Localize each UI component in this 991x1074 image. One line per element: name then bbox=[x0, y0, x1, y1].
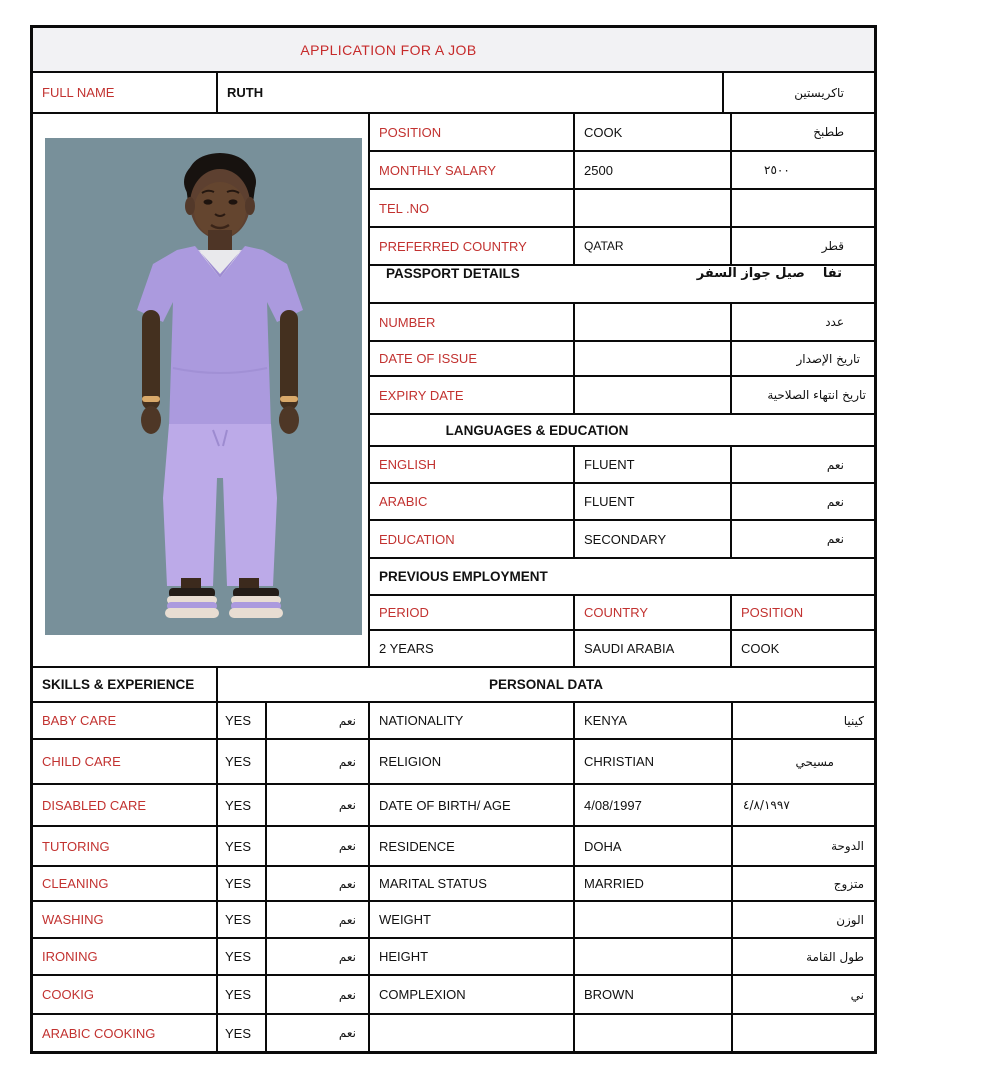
photo-cell bbox=[33, 114, 368, 666]
baby-care-row bbox=[33, 701, 874, 738]
marital-status-arabic: متزوج bbox=[731, 867, 874, 900]
issue-date-label: DATE OF ISSUE bbox=[379, 351, 477, 366]
empty-field bbox=[368, 1015, 573, 1051]
religion-arabic: مسيحي bbox=[731, 740, 874, 783]
height-label: HEIGHT bbox=[368, 939, 573, 974]
country-value: QATAR bbox=[573, 228, 730, 264]
complexion-value: BROWN bbox=[573, 976, 731, 1013]
personal-data-header: PERSONAL DATA bbox=[216, 668, 874, 701]
languages-header-row bbox=[370, 413, 874, 445]
education-value: SECONDARY bbox=[573, 521, 730, 557]
issue-date-value bbox=[573, 342, 730, 375]
full-name-value: RUTH bbox=[216, 73, 722, 112]
disabled-care-label: DISABLED CARE bbox=[42, 797, 147, 813]
issue-date-row bbox=[370, 340, 874, 375]
child-care-yes: YES bbox=[216, 740, 265, 783]
ironing-yes-arabic: نعم bbox=[265, 939, 368, 974]
cooking-yes-arabic: نعم bbox=[265, 976, 368, 1013]
child-care-yes-arabic: نعم bbox=[265, 740, 368, 783]
period-column-label: PERIOD bbox=[379, 605, 429, 620]
expiry-date-value bbox=[573, 377, 730, 413]
nationality-label: NATIONALITY bbox=[368, 703, 573, 738]
washing-row bbox=[33, 900, 874, 937]
ironing-row bbox=[33, 937, 874, 974]
passport-number-value bbox=[573, 304, 730, 340]
baby-care-yes: YES bbox=[216, 703, 265, 738]
education-row bbox=[370, 519, 874, 557]
country-column-label: COUNTRY bbox=[573, 596, 730, 629]
cleaning-label: CLEANING bbox=[42, 876, 109, 891]
religion-value: CHRISTIAN bbox=[573, 740, 731, 783]
position-arabic: ططبخ bbox=[730, 114, 874, 150]
country-label: PREFERRED COUNTRY bbox=[379, 238, 527, 254]
tutoring-yes-arabic: نعم bbox=[265, 827, 368, 865]
form-title-band bbox=[33, 28, 874, 71]
height-arabic: طول القامة bbox=[731, 939, 874, 974]
employment-period-value: 2 YEARS bbox=[379, 641, 434, 656]
passport-header: PASSPORT DETAILS bbox=[386, 266, 520, 281]
empty-arabic bbox=[731, 1015, 874, 1051]
marital-status-label: MARITAL STATUS bbox=[368, 867, 573, 900]
languages-header: LANGUAGES & EDUCATION bbox=[445, 422, 629, 438]
passport-number-label: NUMBER bbox=[379, 314, 436, 330]
salary-row bbox=[370, 150, 874, 188]
english-value: FLUENT bbox=[573, 447, 730, 482]
weight-arabic: الوزن bbox=[731, 902, 874, 937]
employment-header-row bbox=[370, 557, 874, 594]
weight-value bbox=[573, 902, 731, 937]
complexion-label: COMPLEXION bbox=[368, 976, 573, 1013]
tel-arabic bbox=[730, 190, 874, 226]
tel-row bbox=[370, 188, 874, 226]
details-panel bbox=[368, 114, 874, 666]
cooking-yes: YES bbox=[216, 976, 265, 1013]
washing-yes-arabic: نعم bbox=[265, 902, 368, 937]
cleaning-yes: YES bbox=[216, 867, 265, 900]
residence-label: RESIDENCE bbox=[368, 827, 573, 865]
employment-position-value: COOK bbox=[730, 631, 874, 666]
country-row bbox=[370, 226, 874, 264]
tutoring-row bbox=[33, 825, 874, 865]
residence-arabic: الدوحة bbox=[731, 827, 874, 865]
dob-value: 4/08/1997 bbox=[573, 785, 731, 825]
religion-label: RELIGION bbox=[368, 740, 573, 783]
tel-label: TEL .NO bbox=[379, 200, 430, 216]
arabic-cooking-yes-arabic: نعم bbox=[265, 1015, 368, 1051]
arabic-label: ARABIC bbox=[379, 494, 428, 509]
disabled-care-yes-arabic: نعم bbox=[265, 785, 368, 825]
skills-personal-section bbox=[33, 666, 874, 1051]
education-arabic: نعم bbox=[730, 521, 874, 557]
cooking-row bbox=[33, 974, 874, 1013]
employment-header: PREVIOUS EMPLOYMENT bbox=[379, 569, 548, 584]
english-arabic: نعم bbox=[730, 447, 874, 482]
applicant-photo bbox=[45, 138, 362, 635]
baby-care-label: BABY CARE bbox=[42, 713, 117, 728]
residence-value: DOHA bbox=[573, 827, 731, 865]
nationality-value: KENYA bbox=[573, 703, 731, 738]
tutoring-yes: YES bbox=[216, 827, 265, 865]
passport-number-arabic: عدد bbox=[730, 304, 874, 340]
marital-status-value: MARRIED bbox=[573, 867, 731, 900]
dob-arabic: ٤/٨/١٩٩٧ bbox=[731, 785, 874, 825]
position-value: COOK bbox=[573, 114, 730, 150]
salary-label: MONTHLY SALARY bbox=[379, 162, 497, 178]
skills-header-row bbox=[33, 668, 874, 701]
expiry-date-arabic: تاريخ انتهاء الصلاحية bbox=[730, 377, 874, 413]
middle-section bbox=[33, 112, 874, 666]
expiry-date-row bbox=[370, 375, 874, 413]
english-label: ENGLISH bbox=[379, 457, 437, 472]
height-value bbox=[573, 939, 731, 974]
expiry-date-label: EXPIRY DATE bbox=[379, 387, 464, 403]
cooking-label: COOKIG bbox=[42, 987, 95, 1002]
empty-value bbox=[573, 1015, 731, 1051]
washing-yes: YES bbox=[216, 902, 265, 937]
issue-date-arabic: تاريخ الإصدار bbox=[730, 342, 874, 375]
english-row bbox=[370, 445, 874, 482]
full-name-label: FULL NAME bbox=[42, 85, 115, 100]
arabic-row bbox=[370, 482, 874, 519]
salary-arabic: ٢٥٠٠ bbox=[730, 152, 874, 188]
arabic-cooking-yes: YES bbox=[216, 1015, 265, 1051]
country-arabic: قطر bbox=[730, 228, 874, 264]
child-care-label: CHILD CARE bbox=[42, 754, 121, 769]
tel-value bbox=[573, 190, 730, 226]
form-table bbox=[30, 25, 877, 1054]
cleaning-row bbox=[33, 865, 874, 900]
ironing-yes: YES bbox=[216, 939, 265, 974]
application-form bbox=[30, 25, 877, 1054]
full-name-row bbox=[33, 71, 874, 112]
arabic-cooking-row bbox=[33, 1013, 874, 1051]
tutoring-label: TUTORING bbox=[42, 838, 110, 854]
baby-care-yes-arabic: نعم bbox=[265, 703, 368, 738]
employment-entry-row bbox=[370, 629, 874, 666]
disabled-care-row bbox=[33, 783, 874, 825]
ironing-label: IRONING bbox=[42, 949, 98, 964]
passport-header-row bbox=[370, 264, 874, 302]
child-care-row bbox=[33, 738, 874, 783]
passport-number-row bbox=[370, 302, 874, 340]
education-label: EDUCATION bbox=[379, 531, 455, 547]
position-column-label: POSITION bbox=[730, 596, 874, 629]
arabic-arabic: نعم bbox=[730, 484, 874, 519]
dob-label: DATE OF BIRTH/ AGE bbox=[368, 785, 573, 825]
full-name-arabic: تاكريستين bbox=[722, 73, 874, 112]
cleaning-yes-arabic: نعم bbox=[265, 867, 368, 900]
employment-country-value: SAUDI ARABIA bbox=[573, 631, 730, 666]
arabic-value: FLUENT bbox=[573, 484, 730, 519]
complexion-arabic: ني bbox=[731, 976, 874, 1013]
salary-value: 2500 bbox=[573, 152, 730, 188]
weight-label: WEIGHT bbox=[368, 902, 573, 937]
arabic-cooking-label: ARABIC COOKING bbox=[42, 1025, 156, 1041]
form-title: APPLICATION FOR A JOB bbox=[300, 41, 477, 58]
employment-columns-row bbox=[370, 594, 874, 629]
skills-header: SKILLS & EXPERIENCE bbox=[42, 677, 195, 692]
disabled-care-yes: YES bbox=[216, 785, 265, 825]
position-row bbox=[370, 114, 874, 150]
passport-header-arabic: تفا صيل جواز السفر bbox=[696, 266, 842, 281]
position-label: POSITION bbox=[379, 124, 442, 140]
nationality-arabic: كينيا bbox=[731, 703, 874, 738]
washing-label: WASHING bbox=[42, 912, 104, 927]
